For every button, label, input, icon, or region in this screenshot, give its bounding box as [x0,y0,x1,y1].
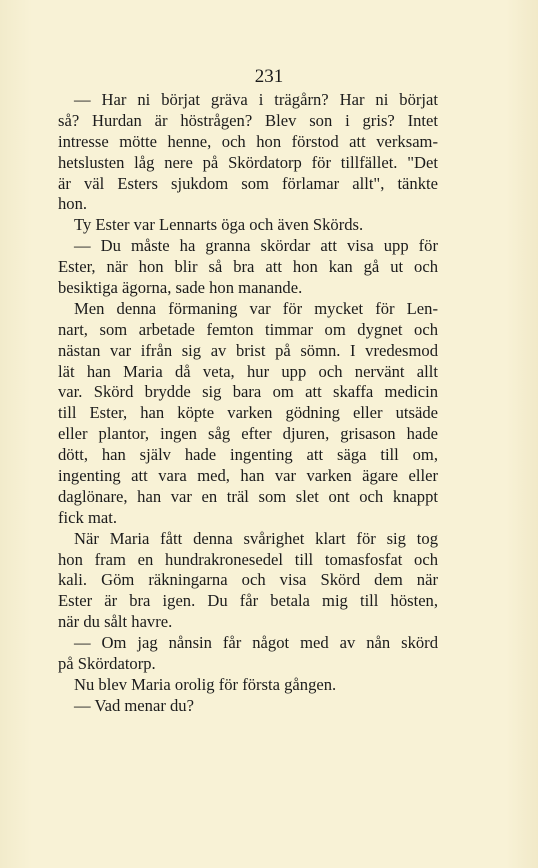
text-line: ingenting att vara med, han var varken ägare eller [58,466,438,486]
text-line: var. Skörd brydde sig bara om att skaffa medicin [58,382,438,402]
text-line: nästan var ifrån sig av brist på sömn. I vredesmod [58,340,438,360]
text-line: till Ester, han köpte varken gödning eller utsäde [58,403,438,423]
text-line: kali. Göm räkningarna och visa Skörd dem när [58,570,438,590]
text-line: — Om jag nånsin får något med av nån skörd [74,633,438,653]
text-line: Nu blev Maria orolig för första gången. [74,674,337,694]
text-line: När Maria fått denna svårighet klart för sig tog [74,528,438,548]
text-line: lät han Maria då veta, hur upp och nervänt allt [58,361,438,381]
text-line: — Har ni börjat gräva i trägårn? Har ni börjat [74,90,438,109]
text-line: — Du måste ha granna skördar att visa upp för [74,236,438,256]
text-line: så? Hurdan är höstrågen? Blev son i gris? Intet [58,110,438,130]
text-line: Ester, när hon blir så bra att hon kan gå ut och [58,257,438,277]
text-line: nart, som arbetade femton timmar om dygnet och [58,319,438,339]
text-line: på Skördatorp. [58,654,156,674]
text-line: hon. [58,194,88,214]
text-line: intresse mötte henne, och hon förstod att verksam- [58,131,438,151]
page-number: 231 [254,66,284,87]
text-line: Ty Ester var Lennarts öga och även Skörds. [74,215,364,235]
text-line: besiktiga ägorna, sade hon manande. [58,278,303,298]
text-line: hetslusten låg nere på Skördatorp för tillfället. "Det [58,152,438,172]
text-line: är väl Esters sjukdom som förlamar allt", tänkte [58,173,438,193]
text-line: dött, han själv hade ingenting att säga till om, [58,445,438,465]
text-line: Ester är bra igen. Du får betala mig till hösten, [58,591,438,611]
text-line: när du sålt havre. [58,612,173,632]
text-line: daglönare, han var en träl som slet ont och knappt [58,486,438,506]
text-line: Men denna förmaning var för mycket för Len- [74,298,438,318]
text-line: fick mat. [58,507,117,527]
text-line: eller plantor, ingen såg efter djuren, grisason hade [58,424,438,444]
text-line: hon fram en hundrakronesedel till tomasfosfat och [58,549,438,569]
body-text [58,90,438,717]
text-line: — Vad menar du? [74,695,194,715]
